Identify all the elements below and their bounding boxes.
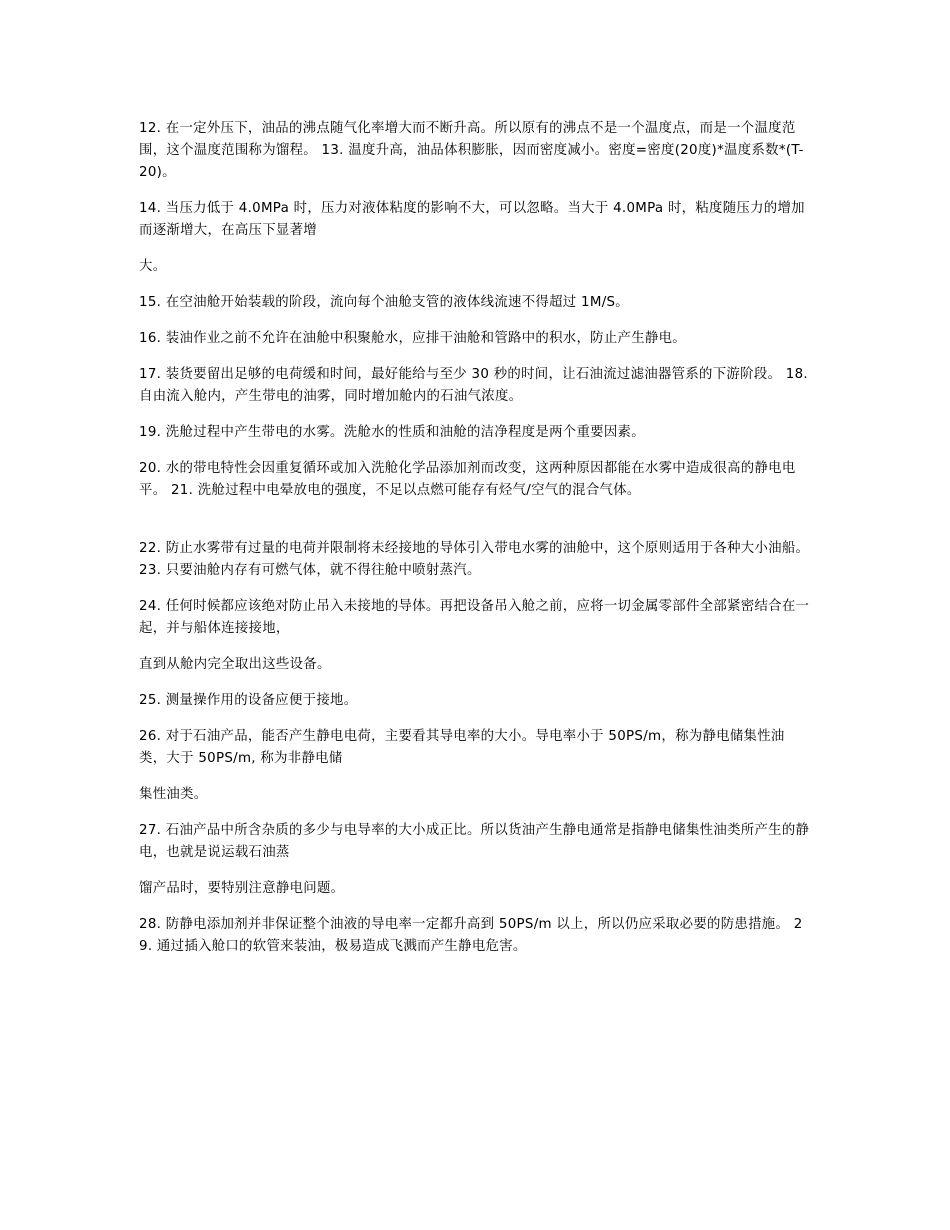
paragraph-15: 15. 在空油舱开始装载的阶段，流向每个油舱支管的液体线流速不得超过 1M/S。 <box>139 295 629 310</box>
paragraph-22-23: 22. 防止水雾带有过量的电荷并限制将未经接地的导体引入带电水雾的油舱中，这个原则适用于各种大小油船。 23. 只要油舱内存有可燃气体，就不得往舱中喷射蒸汽。 <box>139 541 810 578</box>
paragraph-17-18: 17. 装货要留出足够的电荷缓和时间，最好能给与至少 30 秒的时间，让石油流过滤油器管系的下游阶段。 18. 自由流入舱内，产生带电的油雾，同时增加舱内的石油气浓度。 <box>139 367 808 404</box>
paragraph-19: 19. 洗舱过程中产生带电的水雾。洗舱水的性质和油舱的洁净程度是两个重要因素。 <box>139 425 645 440</box>
paragraph-28-29: 28. 防静电添加剂并非保证整个油液的导电率一定都升高到 50PS/m 以上，所以仍应采取必要的防患措施。 29. 通过插入舱口的软管来装油，极易造成飞溅而产生静电危害。 <box>139 917 803 954</box>
paragraph-25: 25. 测量操作用的设备应便于接地。 <box>139 693 358 708</box>
paragraph-26: 26. 对于石油产品，能否产生静电电荷，主要看其导电率的大小。导电率小于 50PS/m，称为静电储集性油类，大于 50PS/m, 称为非静电储 <box>139 729 785 766</box>
paragraph-27-continued: 馏产品时，要特别注意静电问题。 <box>139 881 345 896</box>
paragraph-27: 27. 石油产品中所含杂质的多少与电导率的大小成正比。所以货油产生静电通常是指静电储集性油类所产生的静电，也就是说运载石油蒸 <box>139 823 810 860</box>
paragraph-16: 16. 装油作业之前不允许在油舱中积聚舱水，应排干油舱和管路中的积水，防止产生静电。 <box>139 331 686 346</box>
paragraph-26-continued: 集性油类。 <box>139 787 208 802</box>
document-page <box>139 118 811 958</box>
paragraph-12-13: 12. 在一定外压下，油品的沸点随气化率增大而不断升高。所以原有的沸点不是一个温度点，而是一个温度范围，这个温度范围称为馏程。 13. 温度升高，油品体积膨胀，因而密度减小。密度=密度(20度)*温度系数*(T-20)。 <box>139 121 804 180</box>
paragraph-14: 14. 当压力低于 4.0MPa 时，压力对液体粘度的影响不大，可以忽略。当大于 4.0MPa 时，粘度随压力的增加而逐渐增大，在高压下显著增 <box>139 201 805 238</box>
paragraph-20-21: 20. 水的带电特性会因重复循环或加入洗舱化学品添加剂而改变，这两种原因都能在水雾中造成很高的静电电平。 21. 洗舱过程中电晕放电的强度，不足以点燃可能存有烃气/空气的混合气体。 <box>139 461 796 498</box>
paragraph-24: 24. 任何时候都应该绝对防止吊入未接地的导体。再把设备吊入舱之前，应将一切金属零部件全部紧密结合在一起，并与船体连接接地， <box>139 599 810 636</box>
paragraph-14-continued: 大。 <box>139 259 167 274</box>
paragraph-24-continued: 直到从舱内完全取出这些设备。 <box>139 657 331 672</box>
